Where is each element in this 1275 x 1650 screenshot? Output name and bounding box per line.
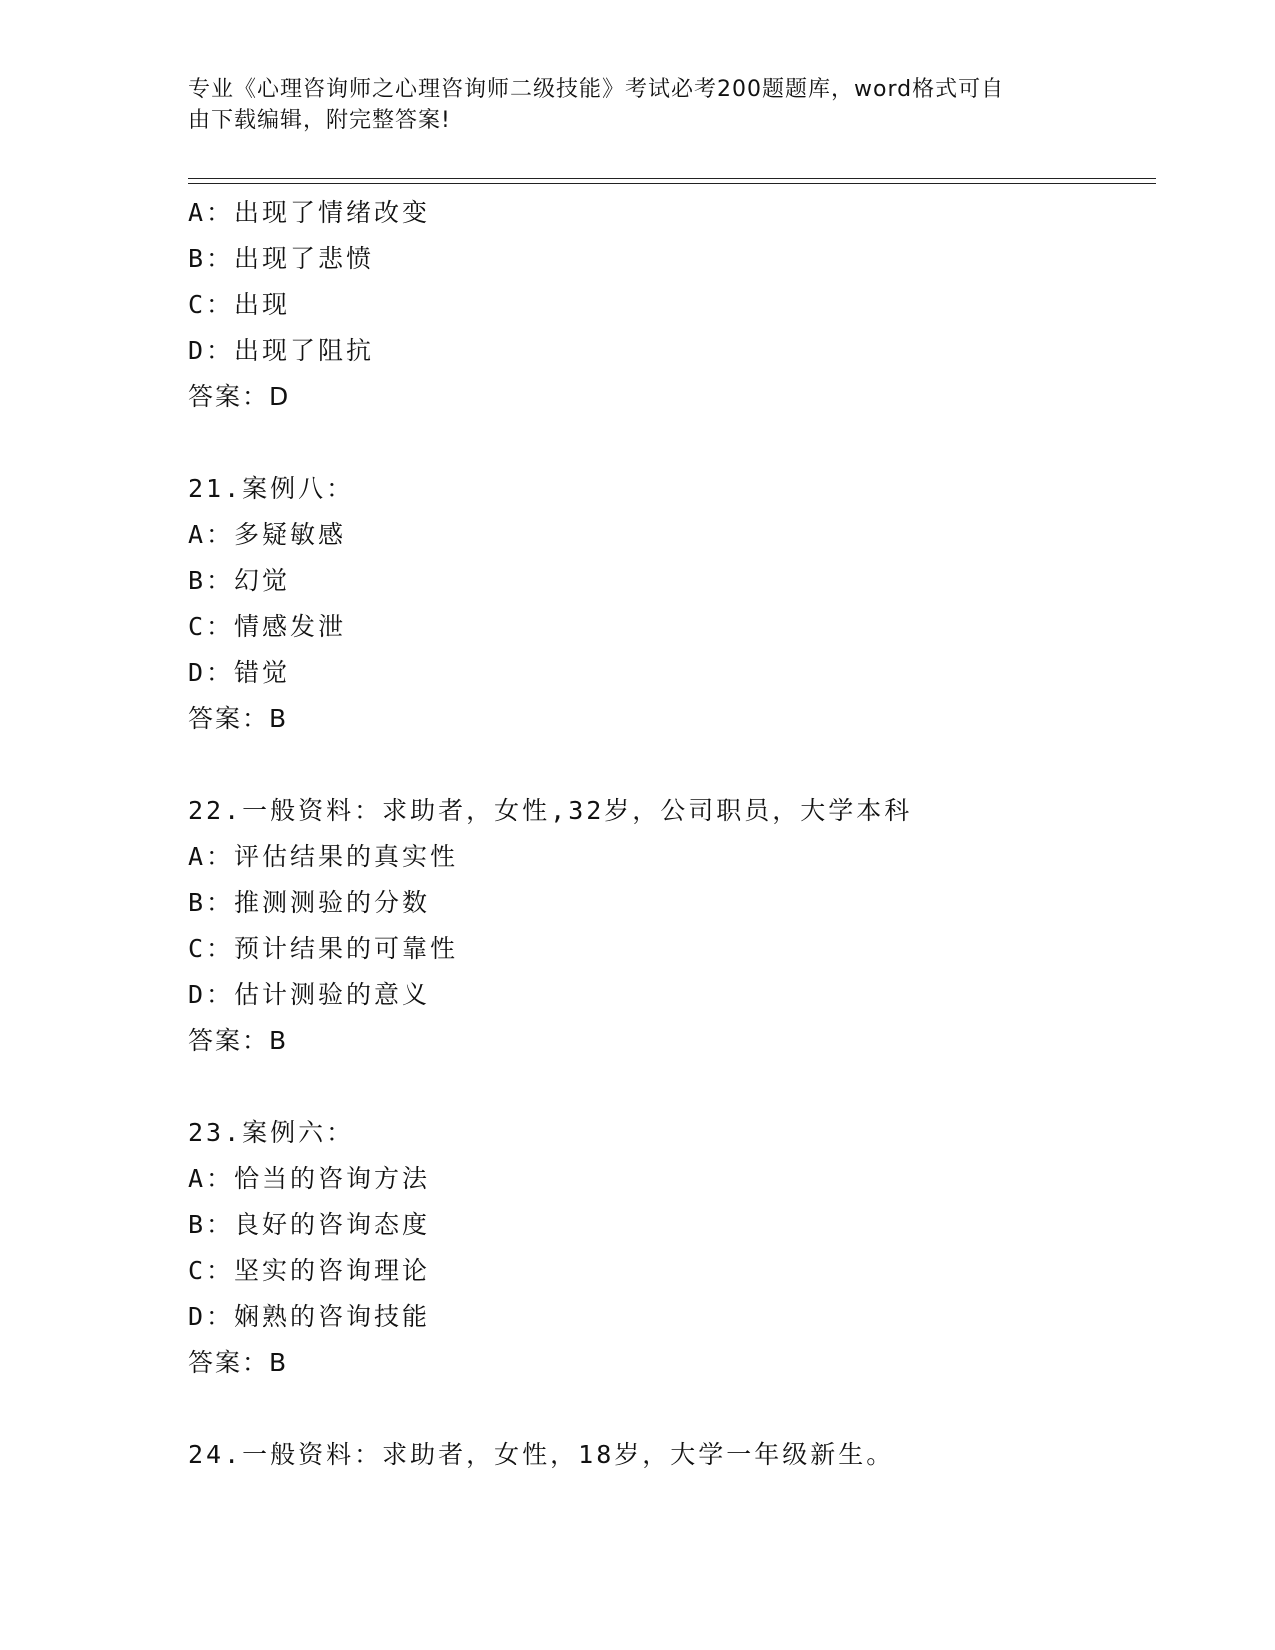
question-stem: 24.一般资料：求助者，女性，18岁，大学一年级新生。 xyxy=(188,1440,895,1469)
option-c: C：出现 xyxy=(188,290,291,319)
option-a: A：评估结果的真实性 xyxy=(188,842,459,871)
question-stem: 23.案例六： xyxy=(188,1118,355,1147)
option-a: A：出现了情绪改变 xyxy=(188,198,431,227)
header-rule-top xyxy=(188,178,1156,179)
question-list xyxy=(188,190,1156,1524)
question-stem: 22.一般资料：求助者，女性,32岁，公司职员，大学本科 xyxy=(188,796,913,825)
question-20 xyxy=(188,190,1156,420)
option-d: D：估计测验的意义 xyxy=(188,980,431,1009)
option-b: B：推测测验的分数 xyxy=(188,888,431,917)
option-a: A：恰当的咨询方法 xyxy=(188,1164,431,1193)
option-d: D：娴熟的咨询技能 xyxy=(188,1302,431,1331)
question-21 xyxy=(188,466,1156,742)
document-header xyxy=(188,74,1068,136)
answer-line: 答案：D xyxy=(188,382,291,411)
question-24 xyxy=(188,1432,1156,1478)
option-c: C：预计结果的可靠性 xyxy=(188,934,459,963)
option-b: B：出现了悲愤 xyxy=(188,244,375,273)
header-rule-bottom xyxy=(188,183,1156,184)
option-c: C：坚实的咨询理论 xyxy=(188,1256,431,1285)
option-c: C：情感发泄 xyxy=(188,612,347,641)
option-b: B：幻觉 xyxy=(188,566,291,595)
option-b: B：良好的咨询态度 xyxy=(188,1210,431,1239)
question-22 xyxy=(188,788,1156,1064)
option-d: D：出现了阻抗 xyxy=(188,336,375,365)
option-a: A：多疑敏感 xyxy=(188,520,347,549)
question-stem: 21.案例八： xyxy=(188,474,355,503)
option-d: D：错觉 xyxy=(188,658,291,687)
header-line-1: 专业《心理咨询师之心理咨询师二级技能》考试必考200题题库，word格式可自 xyxy=(188,77,1005,102)
answer-line: 答案：B xyxy=(188,1348,289,1377)
question-23 xyxy=(188,1110,1156,1386)
answer-line: 答案：B xyxy=(188,704,289,733)
answer-line: 答案：B xyxy=(188,1026,289,1055)
header-line-2: 由下载编辑，附完整答案! xyxy=(188,108,451,133)
